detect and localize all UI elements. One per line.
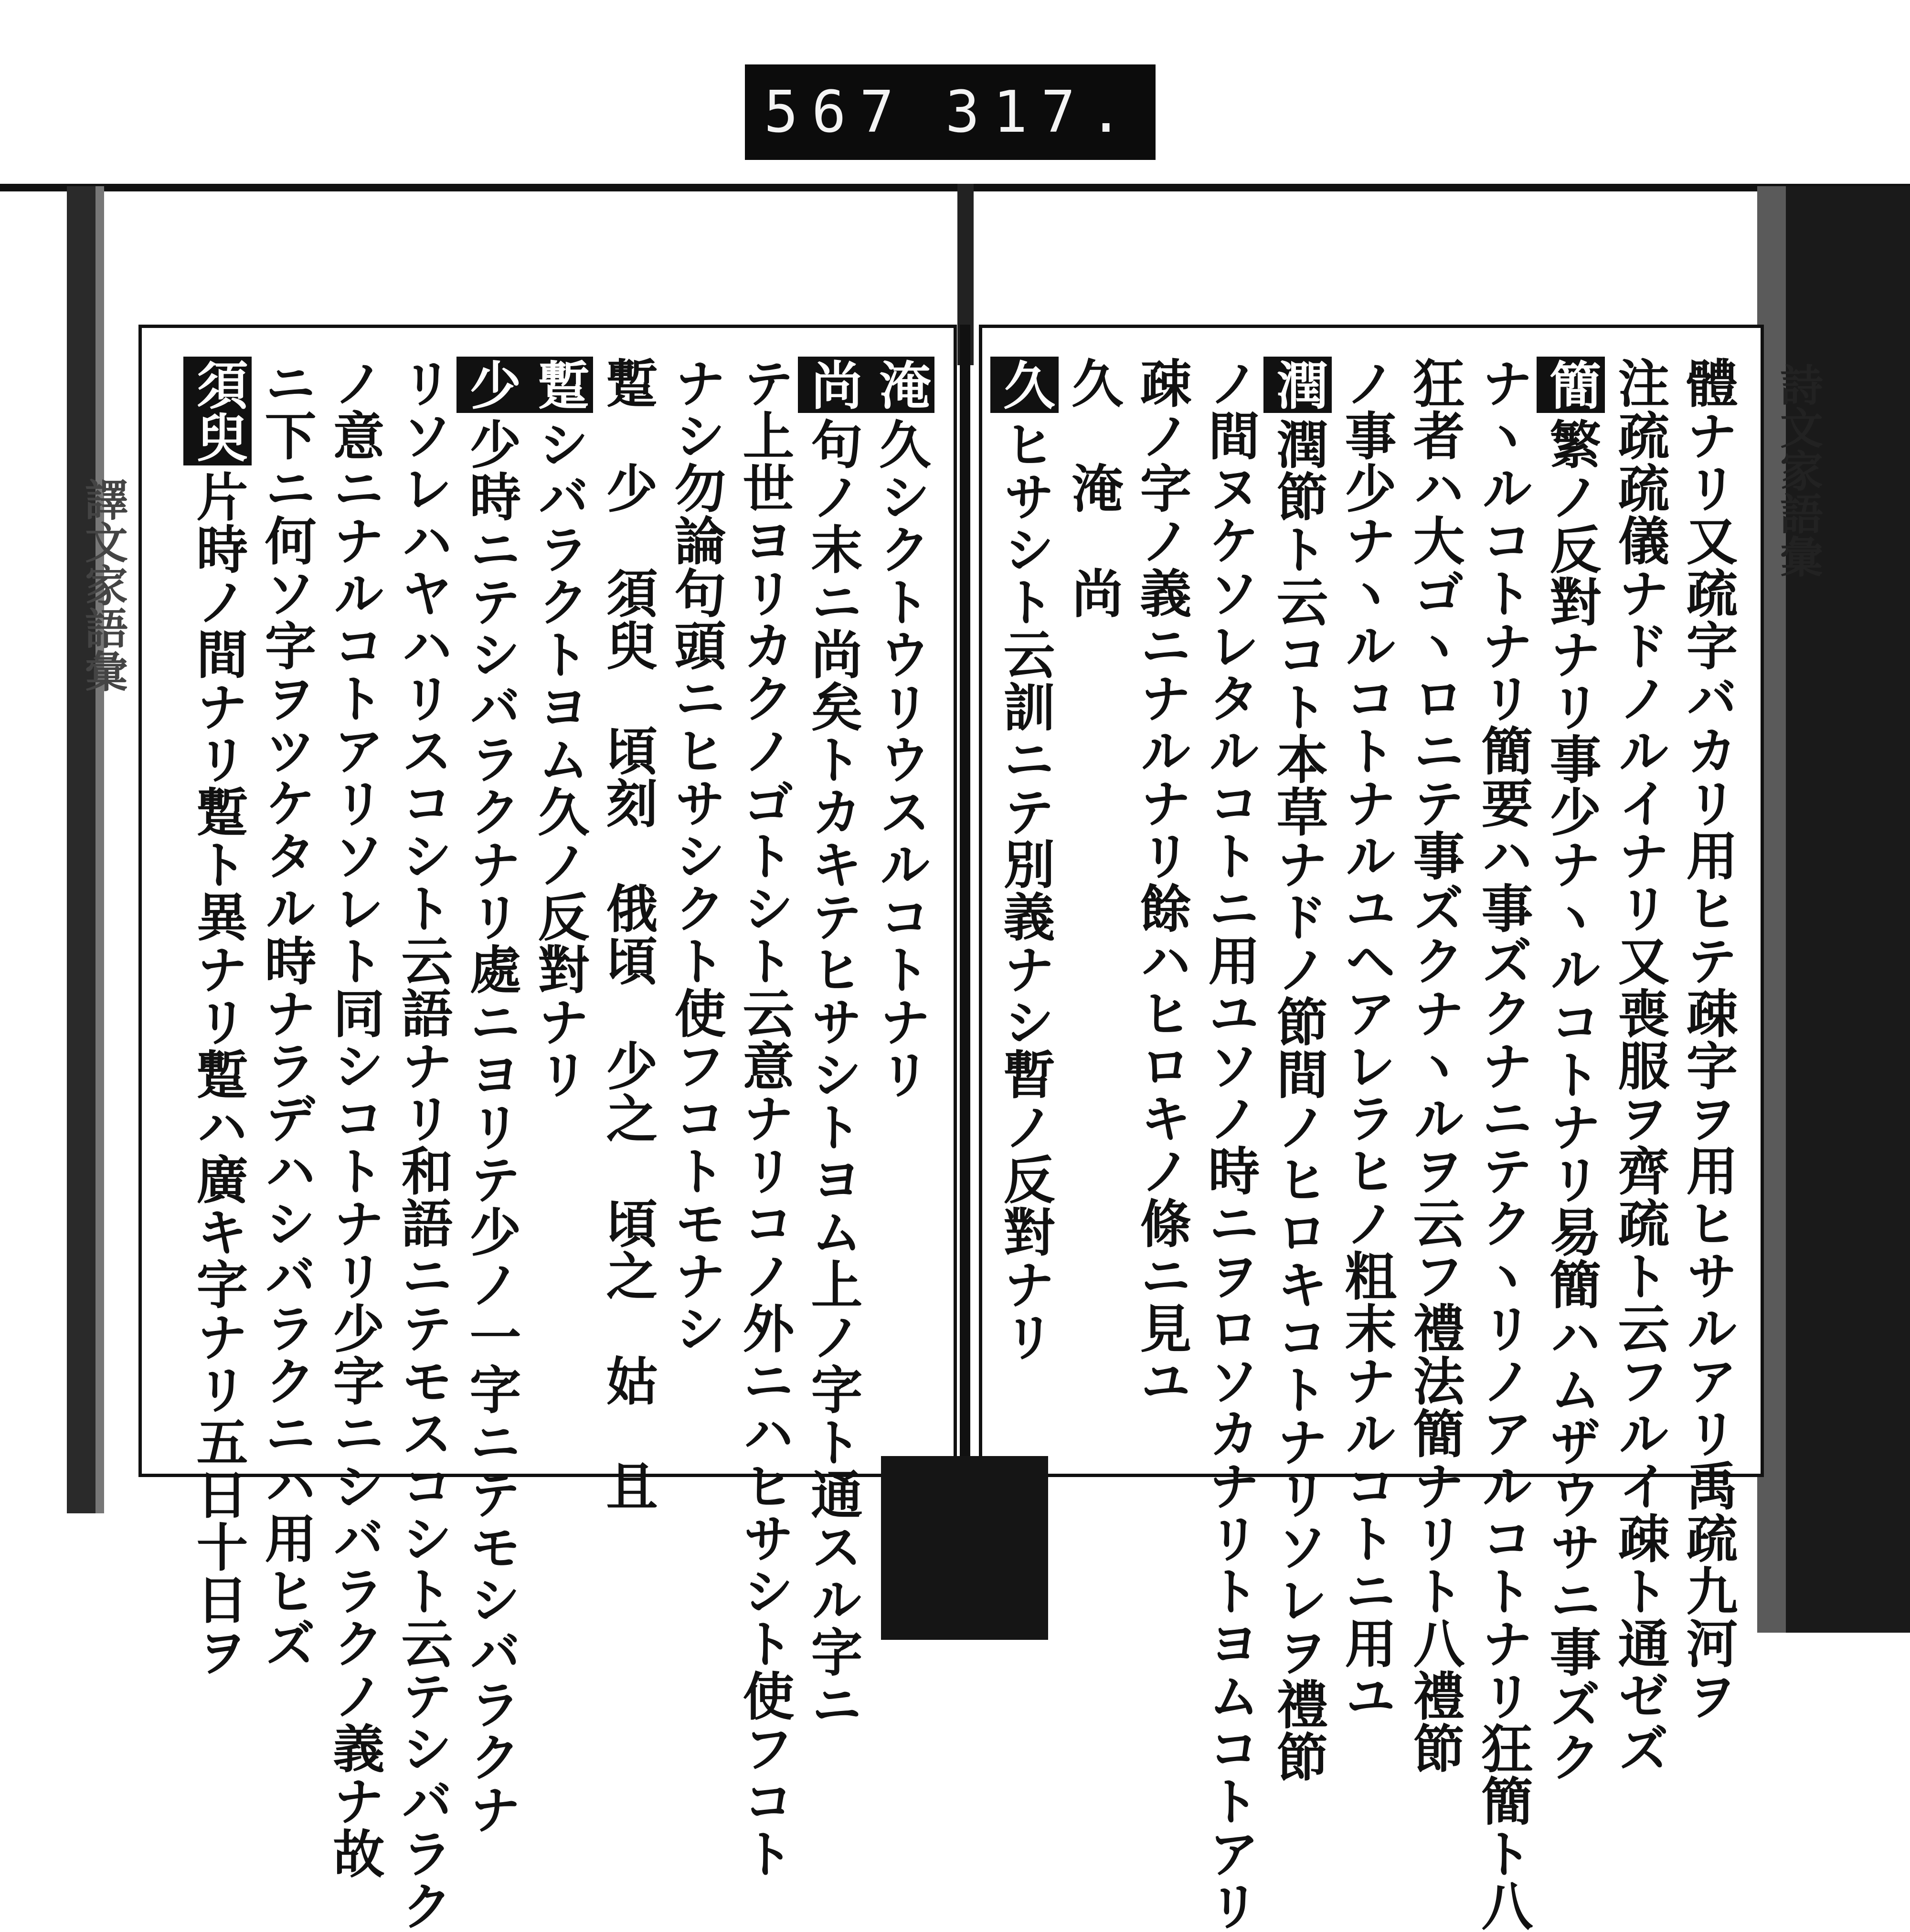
entry-text: ナシ勿論句頭ニヒサシクト使フコトモナシ [666,357,726,1354]
left-col-9 [320,357,388,1879]
spine-bottom-shadow [881,1456,1048,1640]
entry-text: ノ間ヌケソレタルコトニ用ユソノ時ニヲロソカナリトヨムコトアリ [1199,357,1260,1932]
entry-text: 狂者ハ大ゴヽロニテ事ズクナヽルヲ云フ禮法簡ナリト八禮節 [1404,357,1464,1774]
right-margin-title: 詩文家語彙 [1772,363,1823,578]
left-col-4 [661,357,730,1445]
right-col-7 [1263,357,1332,1783]
left-book-edge [67,186,96,1513]
entry-text: ヒサシト云訓ニテ別義ナシ暫ノ反對ナリ [995,418,1055,1363]
right-col-2 [1605,357,1673,1774]
entry-text: テ上世ヨリカクノゴトシト云意ナリコノ外ニハヒサシト使フコト [734,357,794,1879]
entry-text: 疎ノ字ノ義ニナルナリ餘ハヒロキノ條ニ見ユ [1131,357,1191,1407]
entry-head: 須臾 [183,357,252,465]
right-page [979,325,1764,1932]
entry-head: 蹔 [525,357,593,413]
left-col-5 [593,357,661,1512]
entry-text: ナヽルコトナリ簡要ハ事ズクナニテクヽリノアルコトナリ狂簡ト八 [1473,357,1533,1932]
left-page-text [161,357,934,1932]
left-col-8 [388,357,456,1932]
right-col-1 [1673,357,1741,1722]
entry-text: ノ意ニナルコトアリソレト同シコトナリ少字ニシバラクノ義ナ故 [324,357,384,1879]
entry-text: 蹔 少 須臾 頃刻 俄頃 少之 頃之 姑 且 [597,357,658,1512]
entry-head: 久 [990,357,1059,413]
entry-head: 淹 [866,357,934,413]
entry-text: 久シクトウリウスルコトナリ [870,418,931,1100]
entry-text: 久 淹 尚 [1063,357,1123,619]
entry-text: 體ナリ又疏字バカリ用ヒテ疎字ヲ用ヒサルアリ禹疏九河ヲ [1677,357,1738,1722]
entry-text: 潤節ト云コト本草ナドノ節間ノヒロキコトナリソレヲ禮節 [1268,418,1328,1783]
top-binding-rule [0,184,1910,191]
right-col-3 [1537,357,1605,1783]
entry-text: 注疏疏儀ナドノルイナリ又喪服ヲ齊疏ト云フルイ疎ト通ゼズ [1609,357,1669,1774]
entry-text: リソレハヤハリスコシト云語ナリ和語ニテモスコシト云テシバラク [393,357,453,1932]
left-col-10 [252,357,320,1669]
left-col-3 [730,357,798,1879]
left-col-2 [798,357,866,1731]
book-spine [960,325,970,1640]
right-page-text [995,357,1741,1932]
right-col-4 [1468,357,1537,1932]
left-page [138,325,957,1932]
right-col-8 [1195,357,1263,1932]
right-col-6 [1332,357,1400,1722]
entry-head: 尚 [798,357,866,413]
entry-text: 少時ニテシバラクナリ處ニヨリテ少ノ一字ニテモシバラクナ [461,418,521,1836]
left-col-1 [866,357,934,1445]
left-book-edge-inner [96,186,104,1513]
right-col-10 [1059,357,1127,1445]
catalog-number-first: 567 [764,79,908,146]
entry-head: 少 [456,357,525,413]
entry-text: ノ事少ナヽルコトナルユヘアレラヒノ粗末ナルコトニ用ユ [1336,357,1396,1722]
entry-head: 潤 [1263,357,1332,413]
left-margin-title: 譯文家語彙 [77,477,128,692]
entry-head: 簡 [1537,357,1605,413]
right-col-11 [990,357,1059,1445]
left-col-6 [525,357,593,1445]
entry-text: ニ下ニ何ソ字ヲツケタル時ナラデハシバラクニハ用ヒズ [256,357,316,1669]
entry-text: 片時ノ間ナリ蹔ト異ナリ蹔ハ廣キ字ナリ五日十日ヲ [188,470,248,1678]
right-col-5 [1400,357,1468,1774]
catalog-number-second: 317. [945,79,1137,146]
left-col-11 [183,357,252,1678]
entry-text: シバラクトヨム久ノ反對ナリ [529,418,589,1100]
catalog-number-plate [745,64,1156,160]
left-col-7 [456,357,525,1836]
entry-text: 句ノ末ニ尚矣トカキテヒサシトヨム上ノ字ト通スル字ニ [802,418,862,1731]
right-col-9 [1127,357,1195,1445]
entry-text: 繁ノ反對ナリ事少ナヽルコトナリ易簡ハムザウサニ事ズク [1541,418,1601,1783]
